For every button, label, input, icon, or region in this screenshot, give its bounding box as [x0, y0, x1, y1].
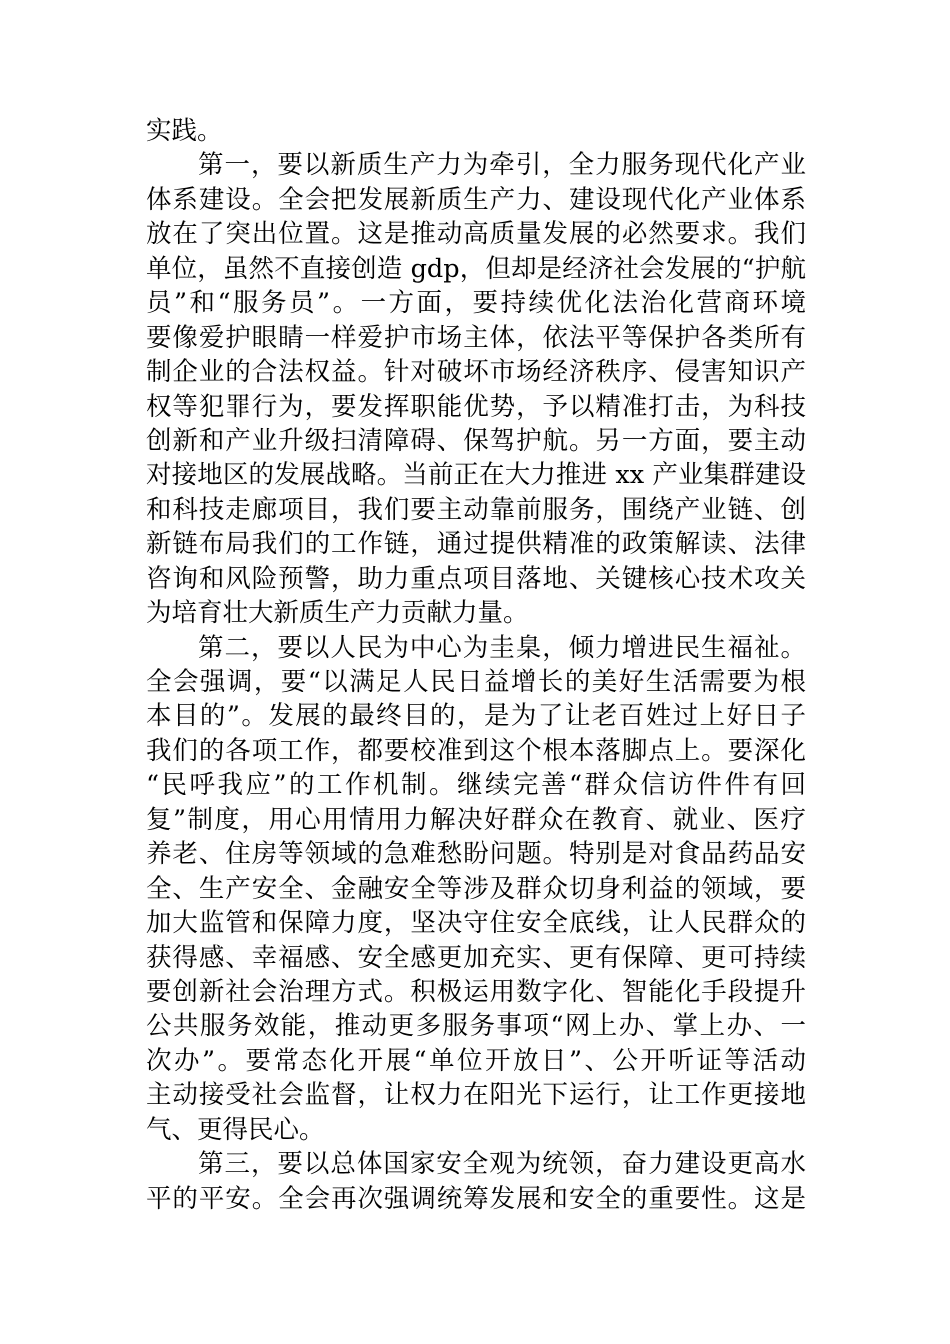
text-line: 新链布局我们的工作链，通过提供精准的政策解读、法律 — [146, 529, 806, 560]
text-line: 员”和“服务员”。一方面，要持续优化法治化营商环境 — [146, 288, 806, 319]
text-line: 主动接受社会监督，让权力在阳光下运行，让工作更接地 — [146, 1080, 806, 1111]
text-line: 平的平安。全会再次强调统筹发展和安全的重要性。这是 — [146, 1183, 806, 1214]
text-line: 为培育壮大新质生产力贡献力量。 — [146, 598, 529, 629]
text-line: 单位，虽然不直接创造 gdp，但却是经济社会发展的“护航 — [146, 253, 806, 284]
text-line: 权等犯罪行为，要发挥职能优势，予以精准打击，为科技 — [146, 391, 806, 422]
text-line: 要像爱护眼睛一样爱护市场主体，依法平等保护各类所有 — [146, 322, 806, 353]
text-line: 实践。 — [146, 116, 223, 146]
text-line: 全、生产安全、金融安全等涉及群众切身利益的领域，要 — [146, 873, 806, 904]
paragraph-first-line: 第一，要以新质生产力为牵引，全力服务现代化产业 — [198, 150, 806, 181]
text-line: 对接地区的发展战略。当前正在大力推进 xx 产业集群建设 — [146, 460, 806, 491]
paragraph-first-line: 第三，要以总体国家安全观为统领，奋力建设更高水 — [198, 1149, 806, 1180]
text-line: 加大监管和保障力度，坚决守住安全底线，让人民群众的 — [146, 908, 806, 939]
text-line: 要创新社会治理方式。积极运用数字化、智能化手段提升 — [146, 976, 806, 1007]
text-line: “民呼我应”的工作机制。继续完善“群众信访件件有回 — [146, 770, 806, 801]
text-line: 放在了突出位置。这是推动高质量发展的必然要求。我们 — [146, 219, 806, 250]
text-line: 公共服务效能，推动更多服务事项“网上办、掌上办、一 — [146, 1011, 806, 1042]
text-line: 体系建设。全会把发展新质生产力、建设现代化产业体系 — [146, 184, 806, 215]
text-line: 养老、住房等领域的急难愁盼问题。特别是对食品药品安 — [146, 839, 806, 870]
text-line: 气、更得民心。 — [146, 1114, 325, 1145]
text-line: 复”制度，用心用情用力解决好群众在教育、就业、医疗 — [146, 804, 806, 835]
text-line: 本目的”。发展的最终目的，是为了让老百姓过上好日子 — [146, 701, 806, 732]
text-line: 创新和产业升级扫清障碍、保驾护航。另一方面，要主动 — [146, 425, 806, 456]
text-line: 制企业的合法权益。针对破坏市场经济秩序、侵害知识产 — [146, 357, 806, 388]
text-line: 次办”。要常态化开展“单位开放日”、公开听证等活动 — [146, 1045, 806, 1076]
text-line: 和科技走廊项目，我们要主动靠前服务，围绕产业链、创 — [146, 494, 806, 525]
text-line: 全会强调，要“以满足人民日益增长的美好生活需要为根 — [146, 667, 806, 697]
text-line: 获得感、幸福感、安全感更加充实、更有保障、更可持续 — [146, 942, 806, 973]
body-text — [146, 114, 806, 1216]
text-line: 咨询和风险预警，助力重点项目落地、关键核心技术攻关 — [146, 563, 806, 594]
text-line: 我们的各项工作，都要校准到这个根本落脚点上。要深化 — [146, 735, 806, 766]
paragraph-first-line: 第二，要以人民为中心为圭臬，倾力增进民生福祉。 — [198, 632, 806, 663]
